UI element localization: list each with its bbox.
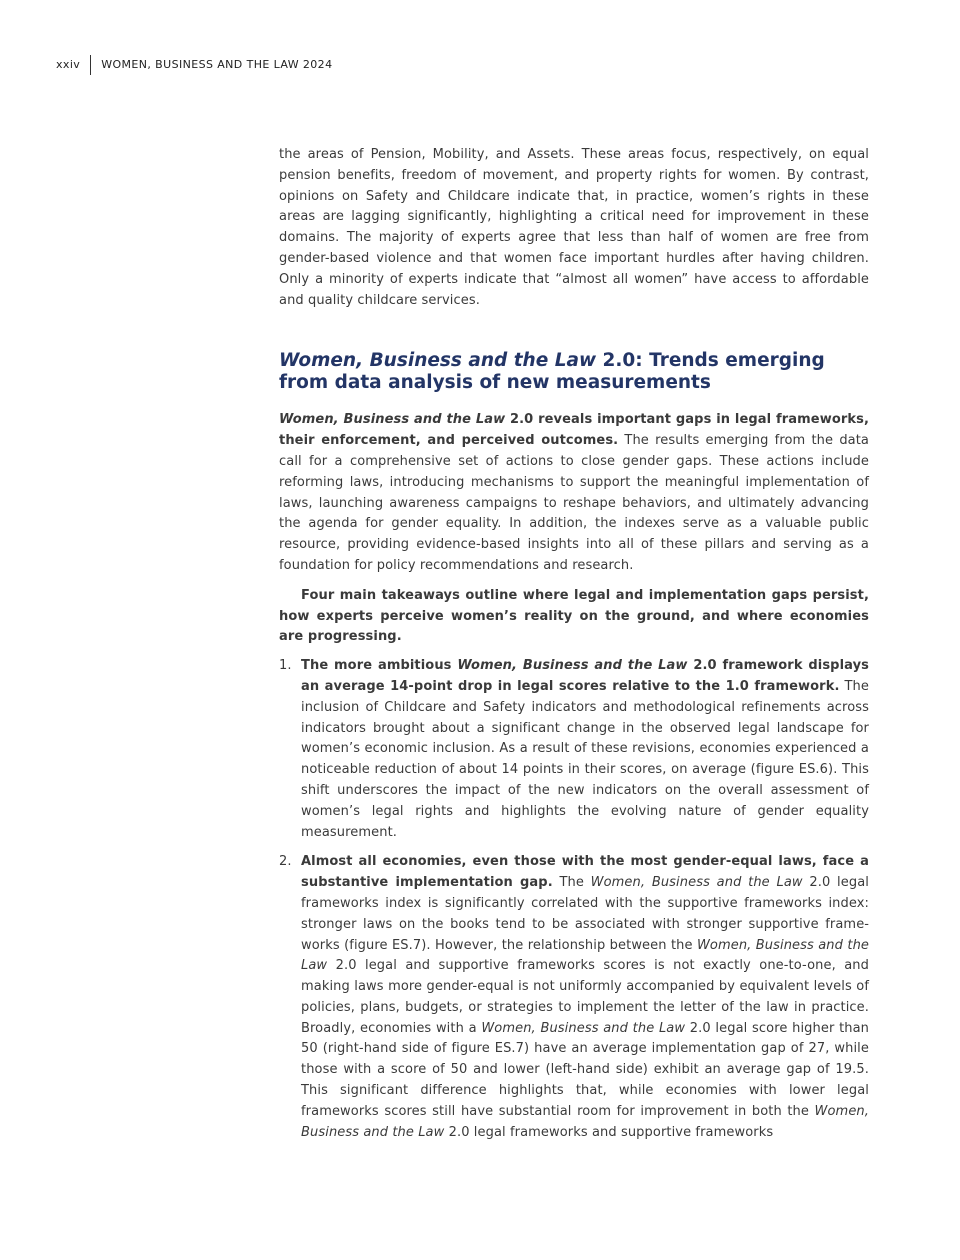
takeaway-text-3: 2.0 legal and supportive frameworks scores is not exactly one-to-one, and making laws more gender-equal is not uniformly accompanied by equivalent levels of policies, plans, budgets, or strategies to implement the letter of the law in practice. Broadly, economies with a xyxy=(301,958,869,1036)
takeaway-text-5: 2.0 legal frameworks and supportive frameworks xyxy=(444,1124,774,1140)
takeaway-italic-3: Women, Business and the Law xyxy=(481,1020,686,1036)
takeaway-bold-italic: Women, Business and the Law xyxy=(457,658,688,674)
section-heading-italic: Women, Business and the Law xyxy=(279,350,597,372)
takeaways-intro xyxy=(279,586,869,648)
takeaway-italic-2: Women, Business and the Law xyxy=(301,937,870,974)
takeaway-bold-b: 2.0 framework displays an average 14-point drop in legal scores relative to the 1.0 framework. xyxy=(301,658,870,694)
list-item xyxy=(279,656,869,843)
takeaway-italic-1: Women, Business and the Law xyxy=(590,875,803,891)
list-item-number: 1. xyxy=(279,658,292,674)
takeaways-list xyxy=(279,656,869,1143)
takeaway-text-4: 2.0 legal score higher than 50 (right-hand side of figure ES.7) have an average implementation gap of 27, while those with a score of 50 and lower (left-hand side) exhibit an average gap of 19.5. This significant difference highlights that, while economies with lower legal frameworks scores still have substantial room for improvement in both the xyxy=(301,1020,870,1119)
lead-paragraph xyxy=(279,410,869,576)
running-header xyxy=(56,55,332,75)
takeaway-italic-4: Women, Business and the Law xyxy=(301,1103,869,1140)
takeaway-text: The inclusion of Childcare and Safety indicators and methodological refinements across indicators brought about a significant change in the observed legal landscape for women’s economic inclusion. As a result of these revisions, economies experienced a noticeable reduction of about 14 points in their scores, on average (figure ES.6). This shift underscores the impact of the new indicators on the overall assessment of women’s legal rights and highlights the evolving nature of gender equality measurement. xyxy=(301,678,869,840)
section-heading-rest: 2.0: Trends emerging from data analysis of new measurements xyxy=(279,350,825,394)
section-heading xyxy=(279,350,869,394)
takeaway-text-1: The xyxy=(552,875,591,891)
lead-bold-rest: 2.0 reveals important gaps in legal frameworks, their enforcement, and perceived outcomes. xyxy=(279,412,869,449)
list-item-number: 2. xyxy=(279,854,292,870)
takeaway-bold-a: The more ambitious xyxy=(301,658,458,674)
intro-paragraph: the areas of Pension, Mobility, and Assets. These areas focus, respectively, on equal pension benefits, freedom of movement, and property rights for women. By contrast, opinions on Safety and Childcare indicate that, in practice, women’s rights in these areas are lagging significantly, highlighting a critical need for improvement in these domains. The majority of experts agree that less than half of women are free from gender-based violence and that women face important hurdles after having children. Only a minority of experts indicate that “almost all women” have access to affordable and quality childcare services. xyxy=(279,147,869,308)
page-number: xxiv xyxy=(56,58,81,71)
list-item xyxy=(279,852,869,1143)
takeaway-text-2: 2.0 legal frameworks index is significantly correlated with the supportive frameworks index: stronger laws on the books tend to be associated with stronger supportive frameworks (figure ES.7). However, the relationship between the xyxy=(301,875,869,953)
running-title: WOMEN, BUSINESS AND THE LAW 2024 xyxy=(101,58,333,71)
body-column xyxy=(279,145,869,1152)
lead-bold-italic: Women, Business and the Law xyxy=(279,412,506,428)
takeaways-intro-bold: Four main takeaways outline where legal and implementation gaps persist, how experts perceive women’s reality on the ground, and where economies are progressing. xyxy=(279,587,869,645)
takeaway-bold: Almost all economies, even those with the most gender-equal laws, face a substantive implementation gap. xyxy=(301,854,869,891)
lead-text: The results emerging from the data call for a comprehensive set of actions to close gender gaps. These actions include reforming laws, introducing mechanisms to support the meaningful implementation of laws, launching awareness campaigns to reshape behaviors, and ultimately advancing the agenda for gender equality. In addition, the indexes serve as a valuable public resource, providing evidence-based insights into all of these pillars and serving as a foundation for policy recommendations and research. xyxy=(279,433,870,573)
